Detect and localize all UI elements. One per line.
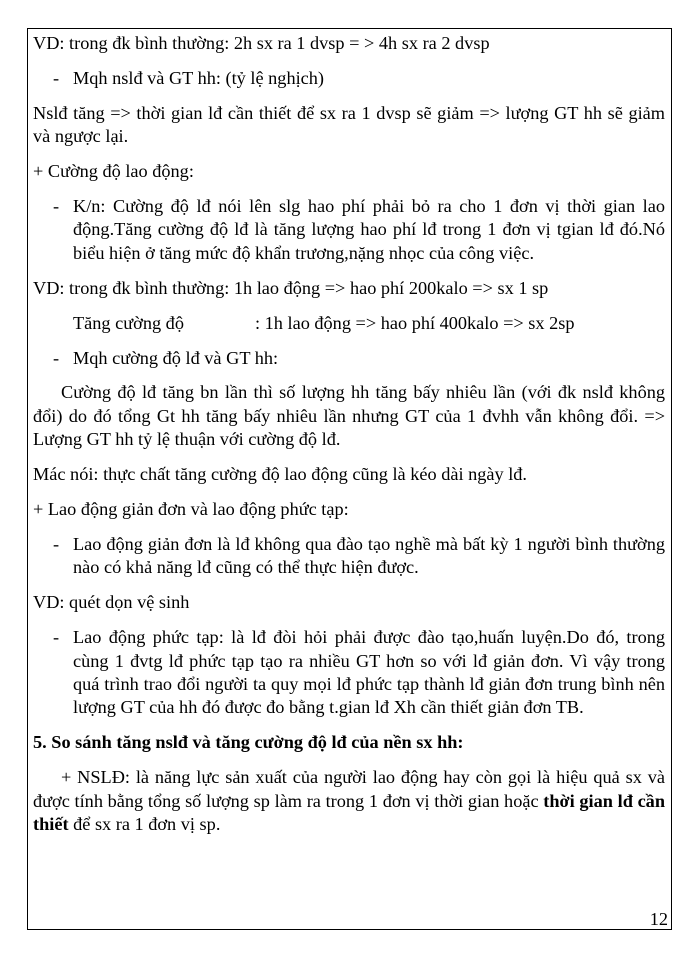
page-number: 12 bbox=[649, 909, 668, 929]
dash-marker: - bbox=[53, 67, 60, 88]
dash-marker: - bbox=[53, 347, 60, 368]
dash-marker: - bbox=[53, 196, 60, 217]
example-2b-label: Tăng cường độ bbox=[73, 312, 184, 333]
bullet-ld-gian-don bbox=[33, 533, 665, 580]
paragraph-nsld-def bbox=[33, 766, 665, 836]
example-1: VD: trong đk bình thường: 2h sx ra 1 dvsp = > 4h sx ra 2 dvsp bbox=[33, 33, 490, 53]
bullet-ld-phuc-tap bbox=[33, 626, 665, 720]
paragraph-cuong-do: Cường độ lđ tăng bn lần thì số lượng hh tăng bấy nhiêu lần (với đk nslđ không đổi) do đó tổng Gt hh tăng bấy nhiêu lần nhưng GT của 1 đvhh vẫn không đổi. => Lượng GT hh tỷ lệ thuận với cường độ lđ. bbox=[33, 382, 665, 450]
bullet-text: Lao động giản đơn là lđ không qua đào tạo nghề mà bất kỳ 1 người bình thường nào có khả năng lđ cũng có thể thực hiện được. bbox=[73, 534, 665, 578]
bullet-mqh-nsld bbox=[33, 67, 665, 90]
heading-lao-dong: + Lao động giản đơn và lao động phức tạp: bbox=[33, 499, 349, 520]
nsld-def-bold: thời gian lđ cần thiết bbox=[33, 790, 665, 835]
bullet-text: Mqh cường độ lđ và GT hh: bbox=[73, 347, 279, 368]
bullet-mqh-cuong-do bbox=[33, 347, 665, 370]
example-2: VD: trong đk bình thường: 1h lao động => hao phí 200kalo => sx 1 sp bbox=[33, 277, 549, 298]
bullet-text: Lao động phức tạp: là lđ đòi hỏi phải được đào tạo,huấn luyện.Do đó, trong cùng 1 đvtg lđ phức tạp tạo ra nhiều GT hơn so với lđ giản đơn. Vì vậy trong quá trình trao đổi người ta quy mọi lđ phức tạp thành lđ giản đơn trung bình nên lượng GT của hh đó được đo bằng t.gian lđ Xh cần thiết giản đơn TB. bbox=[73, 627, 665, 718]
nsld-def-text-b: để sx ra 1 đơn vị sp. bbox=[68, 814, 221, 835]
example-3: VD: quét dọn vệ sinh bbox=[33, 592, 190, 613]
paragraph-nsld-tang: Nslđ tăng => thời gian lđ cần thiết để sx ra 1 dvsp sẽ giảm => lượng GT hh sẽ giảm và ngược lại. bbox=[33, 102, 665, 147]
heading-cuong-do: + Cường độ lao động: bbox=[33, 161, 194, 182]
example-2b bbox=[33, 312, 665, 335]
document-body bbox=[33, 32, 665, 848]
dash-marker: - bbox=[53, 627, 60, 648]
bullet-text: K/n: Cường độ lđ nói lên slg hao phí phải bỏ ra cho 1 đơn vị thời gian lao động.Tăng cường độ lđ là tăng lượng hao phí lđ trong 1 đơn vị tgian lđ đó.Nó biểu hiện ở tăng mức độ khẩn trương,nặng nhọc của công việc. bbox=[73, 196, 665, 263]
example-2b-text: : 1h lao động => hao phí 400kalo => sx 2sp bbox=[255, 312, 575, 333]
dash-marker: - bbox=[53, 534, 60, 554]
paragraph-mac-noi: Mác nói: thực chất tăng cường độ lao động cũng là kéo dài ngày lđ. bbox=[33, 464, 528, 485]
nsld-def-text-a: + NSLĐ: là năng lực sản xuất của người lao động hay còn gọi là hiệu quả sx và được tính bằng tổng số lượng sp làm ra trong 1 đơn vị thời gian hoặc bbox=[33, 767, 665, 811]
bullet-text: Mqh nslđ và GT hh: (tỷ lệ nghịch) bbox=[73, 67, 325, 88]
bullet-kn bbox=[33, 195, 665, 265]
section-5-heading: 5. So sánh tăng nslđ và tăng cường độ lđ của nền sx hh: bbox=[33, 732, 464, 753]
